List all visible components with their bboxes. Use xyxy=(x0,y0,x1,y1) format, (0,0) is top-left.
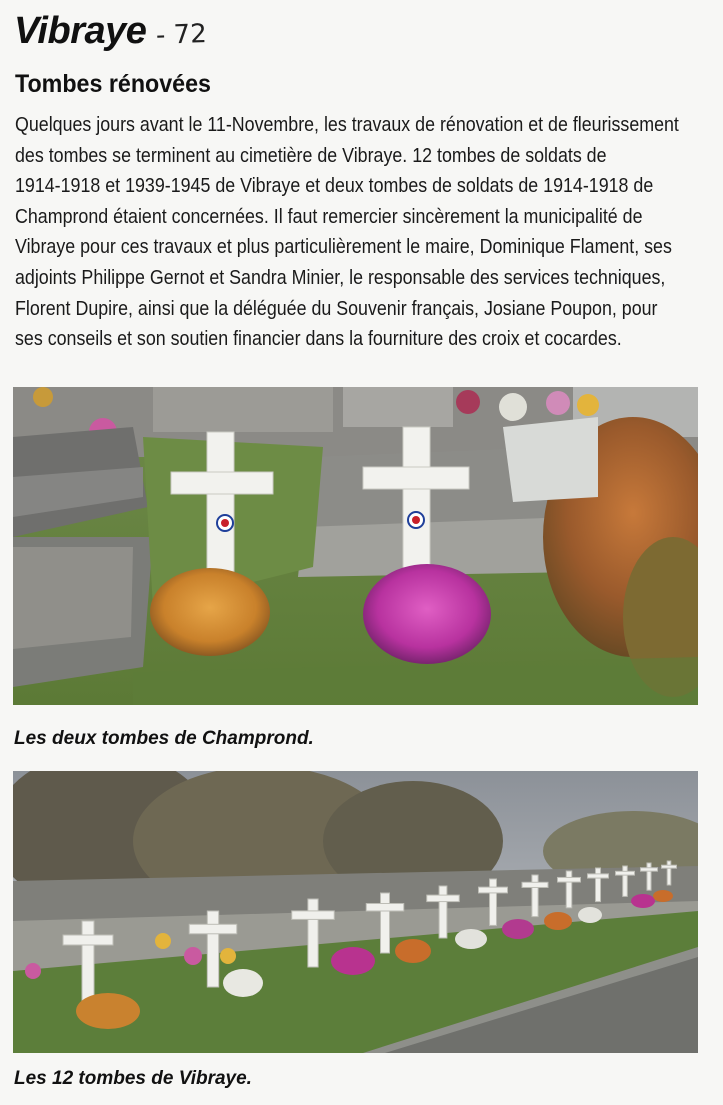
orange-chrysanthemum xyxy=(150,568,270,656)
article-line: Quelques jours avant le 11-Novembre, les travaux de rénovation et de fleurissement xyxy=(15,113,679,136)
photo-champrond-graves xyxy=(13,387,698,705)
pink-chrysanthemum xyxy=(363,564,491,664)
article-line: 1914-1918 et 1939-1945 de Vibraye et deux tombes de soldats de 1914-1918 de xyxy=(15,174,654,198)
article-line: adjoints Philippe Gernot et Sandra Minier, le responsable des services techniques, xyxy=(15,265,666,289)
article-line: des tombes se terminent au cimetière de Vibraye. 12 tombes de soldats de xyxy=(15,143,607,167)
handwritten-department-note: - 72 xyxy=(155,19,208,51)
photo-caption: Les deux tombes de Champrond. xyxy=(14,728,314,749)
article-line: Florent Dupire, ainsi que la déléguée du Souvenir français, Josiane Poupon, pour xyxy=(15,296,658,320)
article-line: Vibraye pour ces travaux et plus particulièrement le maire, Dominique Flament, ses xyxy=(15,235,672,259)
article-headline: Tombes rénovées xyxy=(15,70,211,98)
photo-caption: Les 12 tombes de Vibraye. xyxy=(14,1068,252,1089)
article-line: Champrond étaient concernées. Il faut remercier sincèrement la municipalité de xyxy=(15,204,643,228)
title-row xyxy=(14,10,207,53)
photo-vibraye-graves xyxy=(13,771,698,1053)
article-body xyxy=(15,110,702,355)
article-line: ses conseils et son soutien financier dans la fourniture des croix et cocardes. xyxy=(15,327,622,351)
article-location-title: Vibraye xyxy=(14,10,147,52)
